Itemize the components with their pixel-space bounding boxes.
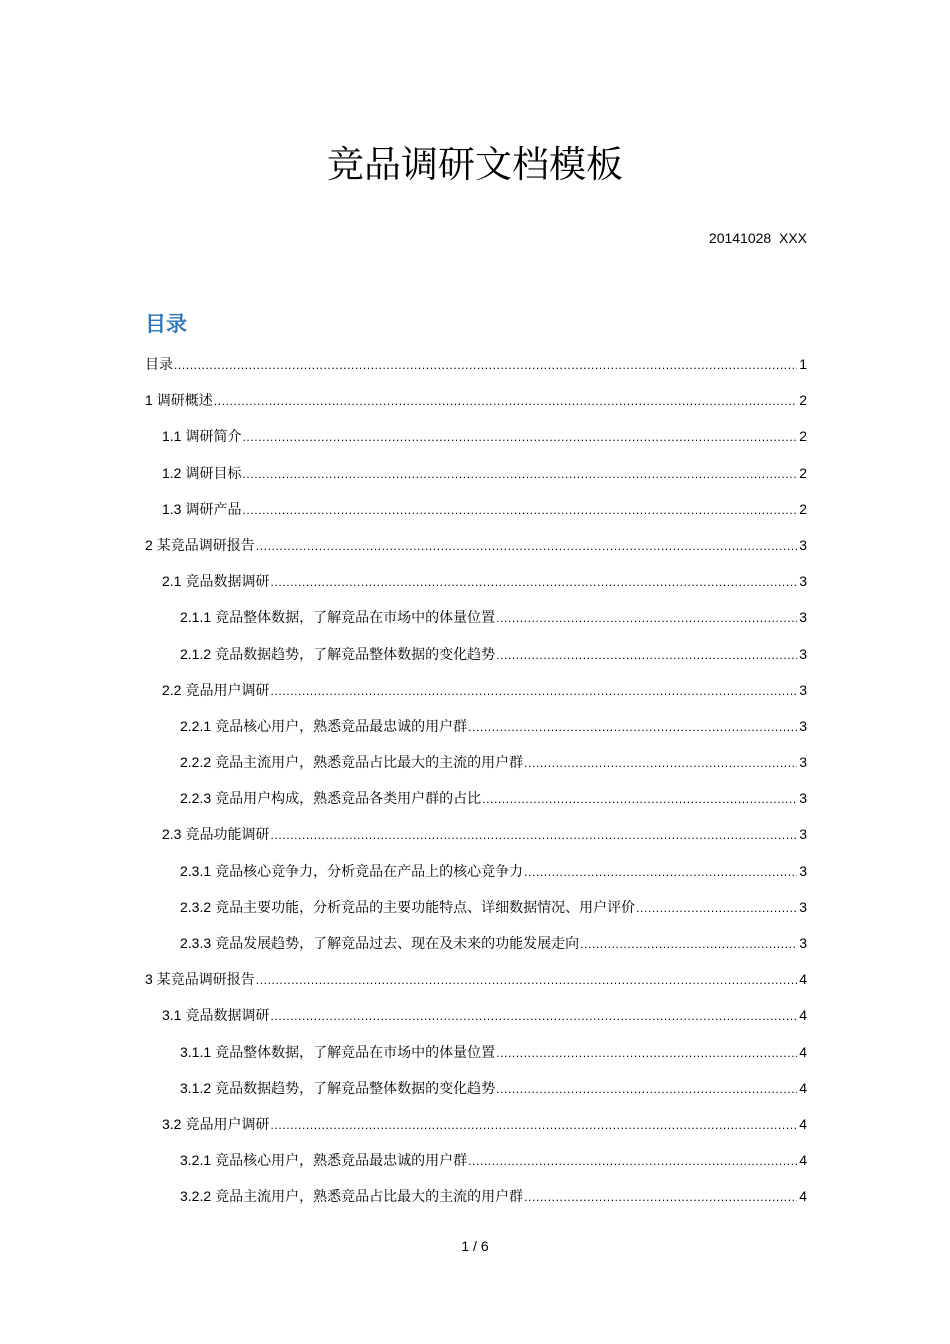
toc-dot-leader [496,604,797,632]
toc-heading: 目录 [145,312,187,336]
toc-entry-title: 竞品数据趋势，了解竞品整体数据的变化趋势 [215,1080,496,1097]
toc-entry-page: 1 [799,356,807,372]
toc-dot-leader [524,858,797,886]
toc-entry-number: 2 [145,536,153,553]
toc-entry-page: 3 [799,935,807,951]
toc-entry-page: 3 [799,609,807,626]
toc-entry-title: 调研产品 [185,501,242,518]
toc-entry-title: 竞品主流用户，熟悉竞品占比最大的主流的用户群 [215,1189,524,1206]
toc-entry-page: 2 [799,392,807,409]
toc-entry-title: 竞品主要功能，分析竞品的主要功能特点、详细数据情况、用户评价 [215,899,636,916]
toc-entry-title: 竞品用户构成，熟悉竞品各类用户群的占比 [215,791,482,808]
toc-entry[interactable] [145,567,807,603]
toc-dot-leader [580,930,797,958]
toc-entry-number: 2.2.3 [180,790,212,807]
toc-entry-number: 2.3.2 [180,898,212,915]
toc-entry[interactable] [145,857,807,893]
toc-entry-page: 4 [799,1043,807,1060]
page-number-footer: 1 / 6 [461,1238,489,1254]
toc-entry-number: 2.2.1 [180,717,212,734]
toc-entry-number: 2.1.2 [180,645,212,662]
toc-entry-title: 竞品用户调研 [185,1116,270,1133]
toc-dot-leader [270,821,797,849]
toc-entry-page: 3 [799,790,807,807]
toc-entry-page: 3 [799,536,807,553]
toc-entry-number: 2.3.3 [180,935,212,951]
toc-entry-number: 1.2 [162,464,182,481]
toc-entry-number: 3.1.2 [180,1079,212,1096]
toc-entry-title: 竞品数据调研 [185,574,270,591]
toc-dot-leader [256,532,797,560]
toc-dot-leader [636,894,797,922]
toc-entry-title: 竞品整体数据，了解竞品在市场中的体量位置 [215,610,496,627]
toc-entry-page: 3 [799,717,807,734]
toc-entry[interactable] [145,712,807,748]
toc-entry-title: 调研简介 [185,429,242,446]
toc-entry[interactable] [145,495,807,531]
toc-entry-number: 2.3 [162,826,182,843]
toc-dot-leader [270,677,797,705]
toc-entry-page: 3 [799,862,807,879]
toc-entry-number: 2.3.1 [180,862,212,879]
toc-entry[interactable] [145,893,807,929]
toc-entry[interactable] [145,531,807,567]
toc-entry[interactable] [145,1038,807,1074]
toc-entry[interactable] [145,748,807,784]
toc-entry-number: 1.3 [162,500,182,517]
toc-dot-leader [242,423,797,451]
toc-dot-leader [242,496,797,524]
toc-entry[interactable] [145,929,807,965]
toc-entry-number: 3.2 [162,1115,182,1132]
toc-entry[interactable] [145,459,807,495]
toc-entry-title: 竞品功能调研 [185,827,270,844]
toc-entry-page: 3 [799,826,807,843]
toc-entry-title: 调研概述 [156,393,213,410]
toc-entry-number: 3.2.2 [180,1188,212,1205]
toc-entry-number: 2.1.1 [180,609,212,626]
toc-entry-title: 目录 [145,357,173,373]
toc-dot-leader [524,749,797,777]
toc-entry-title: 竞品发展趋势，了解竞品过去、现在及未来的功能发展走向 [215,936,580,952]
toc-dot-leader [468,713,797,741]
table-of-contents [145,350,807,1219]
toc-dot-leader [496,1039,797,1067]
toc-entry-title: 某竞品调研报告 [156,972,255,989]
toc-entry-page: 4 [799,1079,807,1096]
toc-entry[interactable] [145,965,807,1001]
toc-entry[interactable] [145,1074,807,1110]
toc-entry-page: 4 [799,1188,807,1205]
toc-entry-title: 竞品核心用户，熟悉竞品最忠诚的用户群 [215,1153,468,1170]
toc-entry[interactable] [145,1146,807,1182]
toc-entry[interactable] [145,1182,807,1218]
toc-dot-leader [482,785,797,813]
toc-entry-page: 4 [799,971,807,988]
toc-entry-title: 竞品整体数据，了解竞品在市场中的体量位置 [215,1044,496,1061]
toc-entry-title: 竞品核心竞争力，分析竞品在产品上的核心竞争力 [215,863,524,880]
toc-dot-leader [174,351,797,379]
toc-entry[interactable] [145,820,807,856]
toc-entry[interactable] [145,784,807,820]
toc-entry-page: 4 [799,1152,807,1169]
toc-dot-leader [214,387,797,415]
toc-dot-leader [242,460,797,488]
toc-entry[interactable] [145,1110,807,1146]
toc-entry-page: 4 [799,1007,807,1024]
toc-entry[interactable] [145,676,807,712]
toc-dot-leader [270,1002,797,1030]
toc-entry-title: 竞品主流用户，熟悉竞品占比最大的主流的用户群 [215,755,524,772]
toc-entry[interactable] [145,1001,807,1037]
toc-entry-number: 1 [145,392,153,409]
toc-entry-title: 某竞品调研报告 [156,537,255,554]
document-date-author: 20141028 XXX [708,230,807,246]
toc-dot-leader [256,966,797,994]
toc-entry-page: 2 [799,428,807,445]
toc-entry-number: 3.2.1 [180,1152,212,1169]
toc-entry-page: 3 [799,898,807,915]
toc-entry-page: 3 [799,754,807,771]
toc-dot-leader [468,1147,797,1175]
toc-entry-number: 1.1 [162,428,182,445]
toc-entry-page: 2 [799,500,807,517]
toc-entry-number: 3.1 [162,1007,182,1024]
toc-entry-number: 2.2.2 [180,754,212,771]
toc-entry-page: 3 [799,681,807,698]
toc-entry-page: 4 [799,1115,807,1132]
document-title: 竞品调研文档模板 [327,143,623,186]
toc-entry-title: 调研目标 [185,465,242,482]
toc-entry-page: 3 [799,573,807,590]
toc-entry[interactable] [145,640,807,676]
toc-dot-leader [270,1111,797,1139]
toc-entry[interactable] [145,603,807,639]
toc-entry-title: 竞品核心用户，熟悉竞品最忠诚的用户群 [215,718,468,735]
toc-entry-page: 2 [799,464,807,481]
toc-dot-leader [270,568,797,596]
toc-dot-leader [496,1075,797,1103]
toc-entry[interactable] [145,422,807,458]
toc-entry-title: 竞品用户调研 [185,682,270,699]
toc-entry-page: 3 [799,645,807,662]
toc-entry-number: 3 [145,971,153,988]
toc-dot-leader [496,641,797,669]
toc-entry-title: 竞品数据调研 [185,1008,270,1025]
toc-entry-number: 2.1 [162,573,182,590]
toc-entry-title: 竞品数据趋势，了解竞品整体数据的变化趋势 [215,646,496,663]
toc-dot-leader [524,1183,797,1211]
toc-entry[interactable] [145,386,807,422]
toc-entry-number: 3.1.1 [180,1043,212,1060]
toc-entry-number: 2.2 [162,681,182,698]
toc-entry[interactable] [145,350,807,386]
